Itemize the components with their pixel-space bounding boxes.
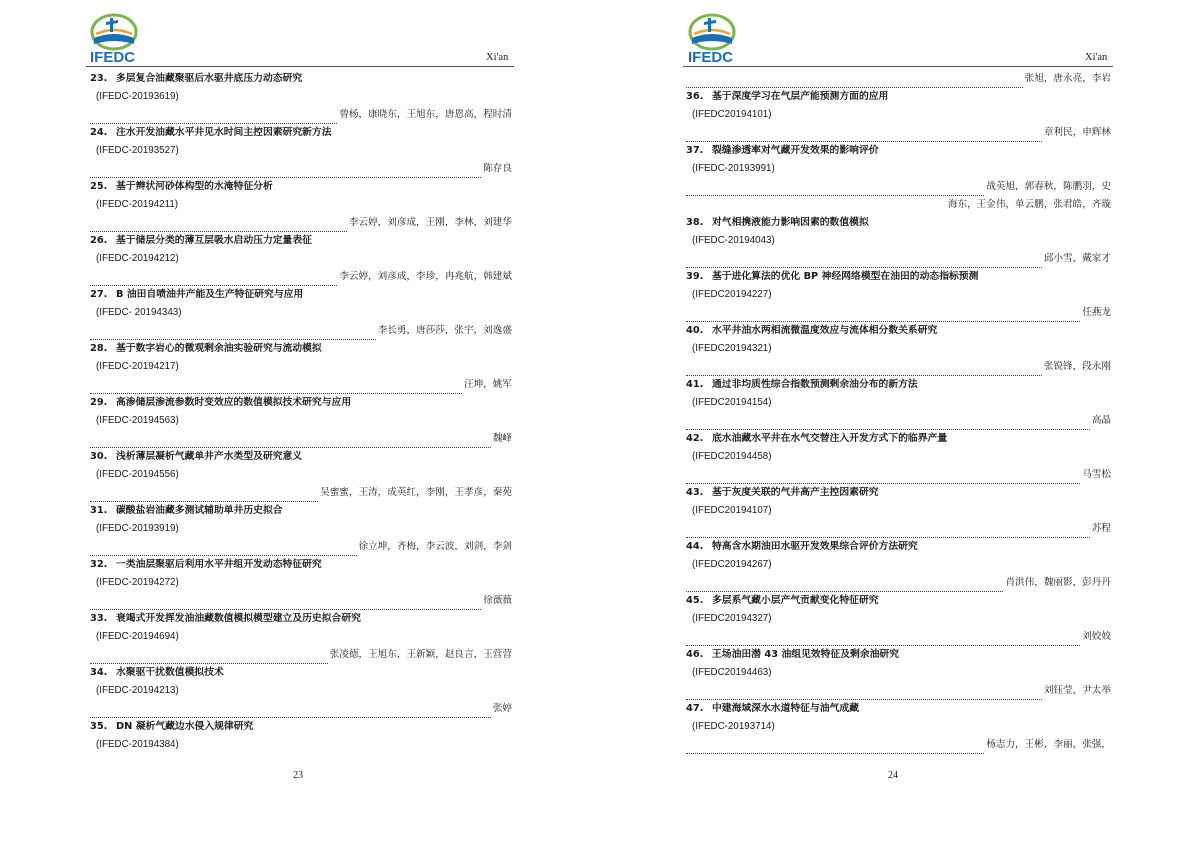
entry-authors-line: [90, 646, 512, 664]
entry-code: (IFEDC-20193527): [96, 145, 179, 156]
toc-entry: [90, 448, 512, 502]
entry-title-line: [686, 484, 1111, 502]
leader-dots: [686, 473, 1080, 484]
toc-entry: [686, 88, 1111, 142]
toc-entry: [90, 556, 512, 610]
entry-title-line: [686, 430, 1111, 448]
entry-title: 一类油层聚驱后利用水平井组开发动态特征研究: [116, 559, 322, 570]
entry-number: 31.: [90, 505, 108, 516]
entry-authors-line: [686, 682, 1111, 700]
entry-title: 对气相携液能力影响因素的数值模拟: [712, 217, 869, 228]
entry-code: (IFEDC-20194694): [96, 631, 179, 642]
entry-authors-line: [686, 520, 1111, 538]
ifedc-logo: [682, 12, 746, 66]
entry-title: 多层系气藏小层产气贡献变化特征研究: [712, 595, 879, 606]
entry-title-line: [90, 124, 512, 142]
entry-authors-line: [686, 124, 1111, 142]
entry-title: 通过非均质性综合指数预测剩余油分布的新方法: [712, 379, 918, 390]
entry-title-line: [686, 700, 1111, 718]
toc-entry: [686, 430, 1111, 484]
entry-authors: 高晶: [1091, 415, 1111, 426]
entry-authors-line: [90, 322, 512, 340]
entry-authors: 曾杨，康晓东，王旭东，唐恩高，程时清: [339, 109, 512, 120]
entry-authors: 张旭，唐永亮，李岩: [1024, 73, 1111, 84]
toc-entry: [90, 340, 512, 394]
entry-title-line: [90, 232, 512, 250]
entry-title: 水平井油水两相流微温度效应与流体相分数关系研究: [712, 325, 938, 336]
entry-title: 基于数字岩心的微观剩余油实验研究与流动模拟: [116, 343, 322, 354]
toc-entry: [90, 394, 512, 448]
entry-title-line: [90, 556, 512, 574]
entry-code: (IFEDC-20193714): [692, 721, 775, 732]
entry-number: 37.: [686, 145, 704, 156]
entry-title-line: [686, 268, 1111, 286]
entry-authors-line: [686, 628, 1111, 646]
entry-title: 王场油田潜 43 油组见效特征及剩余油研究: [712, 649, 900, 660]
entry-title-line: [90, 610, 512, 628]
entry-code: (IFEDC-20194272): [96, 577, 179, 588]
entry-number: 23.: [90, 73, 108, 84]
entry-code: (IFEDC20194227): [692, 289, 772, 300]
leader-dots: [686, 581, 1003, 592]
entry-title-line: [686, 322, 1111, 340]
entry-code: (IFEDC- 20194343): [96, 307, 182, 318]
toc-entry: [90, 718, 512, 754]
leader-dots: [686, 635, 1080, 646]
toc-entry: [686, 322, 1111, 376]
entry-authors: 肖洪伟，魏丽影，彭丹丹: [1005, 577, 1111, 588]
entry-authors: 徐薇薇: [483, 595, 512, 606]
entry-authors: 杨志力，王彬，李丽，张强，: [986, 739, 1111, 750]
entry-authors-line: [90, 538, 512, 556]
entry-code: (IFEDC20194327): [692, 613, 772, 624]
entry-code: (IFEDC20194154): [692, 397, 772, 408]
leader-dots: [90, 221, 347, 232]
entry-number: 43.: [686, 487, 704, 498]
entry-authors: 李长勇，唐莎莎，张宇，刘逸盛: [377, 325, 512, 336]
toc-entry: [686, 484, 1111, 538]
entry-title: 碳酸盐岩油藏多测试辅助单井历史拟合: [116, 505, 283, 516]
entry-title-line: [90, 718, 512, 736]
entry-authors-line: [686, 196, 1111, 214]
toc-entry: [686, 700, 1111, 754]
entry-title: 裂缝渗透率对气藏开发效果的影响评价: [712, 145, 879, 156]
leader-dots: [686, 131, 1042, 142]
entry-number: 33.: [90, 613, 108, 624]
entry-number: 42.: [686, 433, 704, 444]
entry-title: 基于进化算法的优化 BP 神经网络模型在油田的动态指标预测: [712, 271, 979, 282]
entry-authors: 刘姣姣: [1082, 631, 1111, 642]
entry-number: 47.: [686, 703, 704, 714]
entry-authors-line: [686, 358, 1111, 376]
entry-title: 基于储层分类的薄互层吸水启动压力定量表征: [116, 235, 312, 246]
leader-dots: [90, 329, 376, 340]
leader-dots: [90, 599, 481, 610]
entry-authors-line: [686, 736, 1111, 754]
entry-title: 高渗储层渗流参数时变效应的数值模拟技术研究与应用: [116, 397, 352, 408]
page-number-left: 23: [293, 770, 303, 781]
ifedc-logo: [84, 12, 148, 66]
entry-title-line: [686, 646, 1111, 664]
entry-authors-line: [90, 214, 512, 232]
entry-title: 基于深度学习在气层产能预测方面的应用: [712, 91, 889, 102]
entry-code: (IFEDC-20193991): [692, 163, 775, 174]
toc-entry: [90, 286, 512, 340]
leader-dots: [90, 167, 481, 178]
entry-authors: 李云婷，刘彦成，李珍，冉兆航，韩建斌: [339, 271, 512, 282]
entry-number: 36.: [686, 91, 704, 102]
toc-entry: [90, 124, 512, 178]
entry-authors-line: [686, 466, 1111, 484]
entry-number: 27.: [90, 289, 108, 300]
leader-dots: [686, 185, 984, 196]
entry-number: 29.: [90, 397, 108, 408]
toc-entry: [90, 232, 512, 286]
leader-dots: [90, 437, 491, 448]
toc-entry: [90, 610, 512, 664]
entry-code: (IFEDC20194321): [692, 343, 772, 354]
entry-number: 28.: [90, 343, 108, 354]
entry-title-line: [686, 376, 1111, 394]
entry-code: (IFEDC20194463): [692, 667, 772, 678]
entry-authors: 魏峰: [492, 433, 512, 444]
header-rule: [683, 66, 1113, 67]
entry-number: 38.: [686, 217, 704, 228]
entry-number: 30.: [90, 451, 108, 462]
entry-code: (IFEDC-20193919): [96, 523, 179, 534]
page-number-right: 24: [888, 770, 898, 781]
leader-dots: [90, 491, 318, 502]
toc-entry: [686, 142, 1111, 214]
entry-authors: 张锐锋，段永刚: [1043, 361, 1111, 372]
leader-dots: [686, 527, 1090, 538]
entry-code: (IFEDC-20194563): [96, 415, 179, 426]
entry-authors: 海东，王金伟，单云鹏，张君皓，齐璇: [947, 199, 1111, 210]
entry-authors: 徐立坤，齐梅，李云波，刘剑，李剑: [358, 541, 512, 552]
entry-number: 41.: [686, 379, 704, 390]
leader-dots: [90, 113, 337, 124]
leader-dots: [90, 707, 491, 718]
entry-authors: 邱小雪，戴家才: [1043, 253, 1111, 264]
entry-title: 水聚驱干扰数值模拟技术: [116, 667, 224, 678]
entry-number: 35.: [90, 721, 108, 732]
toc-entry: [90, 502, 512, 556]
toc-entry: [90, 664, 512, 718]
entry-title: 注水开发油藏水平井见水时间主控因素研究新方法: [116, 127, 332, 138]
entry-title: 浅析薄层凝析气藏单井产水类型及研究意义: [116, 451, 303, 462]
entry-code: (IFEDC20194267): [692, 559, 772, 570]
entry-authors-line: [90, 160, 512, 178]
entry-title-line: [90, 340, 512, 358]
entry-number: 44.: [686, 541, 704, 552]
entry-authors: 马雪松: [1082, 469, 1111, 480]
entry-title-line: [686, 142, 1111, 160]
entry-authors-line: [686, 574, 1111, 592]
entry-authors: 任燕龙: [1082, 307, 1111, 318]
toc-entry: [686, 214, 1111, 268]
header-city: Xi'an: [1085, 52, 1108, 63]
logo-icon: [84, 12, 148, 66]
left-entry-list: [90, 70, 512, 754]
entry-authors-line: [90, 592, 512, 610]
entry-code: (IFEDC-20194043): [692, 235, 775, 246]
entry-authors: 吴蜜蜜，王涛，成英红，李刚，王孝彦，秦苑: [320, 487, 512, 498]
entry-title-line: [686, 538, 1111, 556]
entry-title-line: [90, 286, 512, 304]
entry-authors-line: [90, 106, 512, 124]
toc-entry: [686, 592, 1111, 646]
entry-number: 26.: [90, 235, 108, 246]
entry-title: 底水油藏水平井在水气交替注入开发方式下的临界产量: [712, 433, 948, 444]
entry-number: 24.: [90, 127, 108, 138]
entry-authors: 苏程: [1091, 523, 1111, 534]
header-city: Xi'an: [486, 52, 509, 63]
entry-title-line: [90, 448, 512, 466]
leader-dots: [90, 545, 357, 556]
svg-text:IFEDC: IFEDC: [90, 49, 135, 66]
toc-entry: [90, 178, 512, 232]
entry-code: (IFEDC-20193619): [96, 91, 179, 102]
entry-code: (IFEDC20194101): [692, 109, 772, 120]
entry-title-line: [686, 592, 1111, 610]
leader-dots: [686, 689, 1042, 700]
continued-authors-line: [686, 70, 1111, 88]
entry-code: (IFEDC-20194212): [96, 253, 179, 264]
entry-number: 40.: [686, 325, 704, 336]
entry-title: 特高含水期油田水驱开发效果综合评价方法研究: [712, 541, 918, 552]
entry-authors: 战英旭，郭春秋，陈鹏羽，史: [986, 181, 1111, 192]
leader-dots: [686, 257, 1042, 268]
entry-title-line: [90, 394, 512, 412]
entry-authors: 张婷: [492, 703, 512, 714]
entry-code: (IFEDC-20194556): [96, 469, 179, 480]
entry-code: (IFEDC20194107): [692, 505, 772, 516]
entry-authors: 李云婷，刘彦成，王刚，李林，刘建华: [348, 217, 512, 228]
entry-title-line: [90, 70, 512, 88]
entry-title: 中建海域深水水道特征与油气成藏: [712, 703, 859, 714]
entry-title: 衰竭式开发挥发油油藏数值模拟模型建立及历史拟合研究: [116, 613, 361, 624]
entry-title: B 油田自喷油井产能及生产特征研究与应用: [116, 289, 304, 300]
entry-title-line: [686, 214, 1111, 232]
entry-code: (IFEDC-20194211): [96, 199, 179, 210]
leader-dots: [686, 311, 1080, 322]
entry-title: DN 凝析气藏边水侵入规律研究: [116, 721, 254, 732]
entry-authors-line: [90, 484, 512, 502]
entry-title: 多层复合油藏聚驱后水驱井底压力动态研究: [116, 73, 303, 84]
entry-authors: 张凌德，王旭东，王新颖，赵良言，王营营: [329, 649, 512, 660]
toc-entry: [686, 268, 1111, 322]
entry-authors-line: [90, 430, 512, 448]
entry-code: (IFEDC20194458): [692, 451, 772, 462]
header-rule: [86, 66, 514, 67]
entry-number: 25.: [90, 181, 108, 192]
entry-code: (IFEDC-20194384): [96, 739, 179, 750]
toc-entry: [686, 376, 1111, 430]
entry-title: 基于灰度关联的气井高产主控因素研究: [712, 487, 879, 498]
entry-authors: 刘钰莹，尹太举: [1043, 685, 1111, 696]
logo-icon: [682, 12, 746, 66]
svg-text:IFEDC: IFEDC: [688, 49, 733, 66]
entry-title-line: [90, 502, 512, 520]
toc-entry: [90, 70, 512, 124]
entry-title-line: [686, 88, 1111, 106]
leader-dots: [686, 419, 1090, 430]
entry-number: 46.: [686, 649, 704, 660]
entry-title-line: [90, 664, 512, 682]
entry-title-line: [90, 178, 512, 196]
toc-entry: [686, 538, 1111, 592]
entry-number: 34.: [90, 667, 108, 678]
leader-dots: [90, 653, 328, 664]
entry-code: (IFEDC-20194217): [96, 361, 179, 372]
toc-entry: [686, 646, 1111, 700]
entry-number: 39.: [686, 271, 704, 282]
entry-authors-line: [90, 268, 512, 286]
entry-authors-line: [686, 304, 1111, 322]
entry-authors-line: [90, 700, 512, 718]
leader-dots: [90, 275, 337, 286]
entry-authors: 陈存良: [483, 163, 512, 174]
entry-authors-line: [686, 178, 1111, 196]
right-page: [596, 0, 1192, 842]
entry-authors: 汪坤，姚军: [464, 379, 512, 390]
entry-number: 45.: [686, 595, 704, 606]
entry-authors-line: [686, 412, 1111, 430]
entry-number: 32.: [90, 559, 108, 570]
leader-dots: [686, 743, 984, 754]
leader-dots: [686, 77, 1023, 88]
entry-title: 基于辫状河砂体构型的水淹特征分析: [116, 181, 273, 192]
right-entry-list: [686, 70, 1111, 754]
leader-dots: [90, 383, 462, 394]
entry-authors-line: [90, 376, 512, 394]
entry-authors: 章利民，申辉林: [1043, 127, 1111, 138]
entry-code: (IFEDC-20194213): [96, 685, 179, 696]
leader-dots: [686, 365, 1042, 376]
entry-authors-line: [686, 250, 1111, 268]
